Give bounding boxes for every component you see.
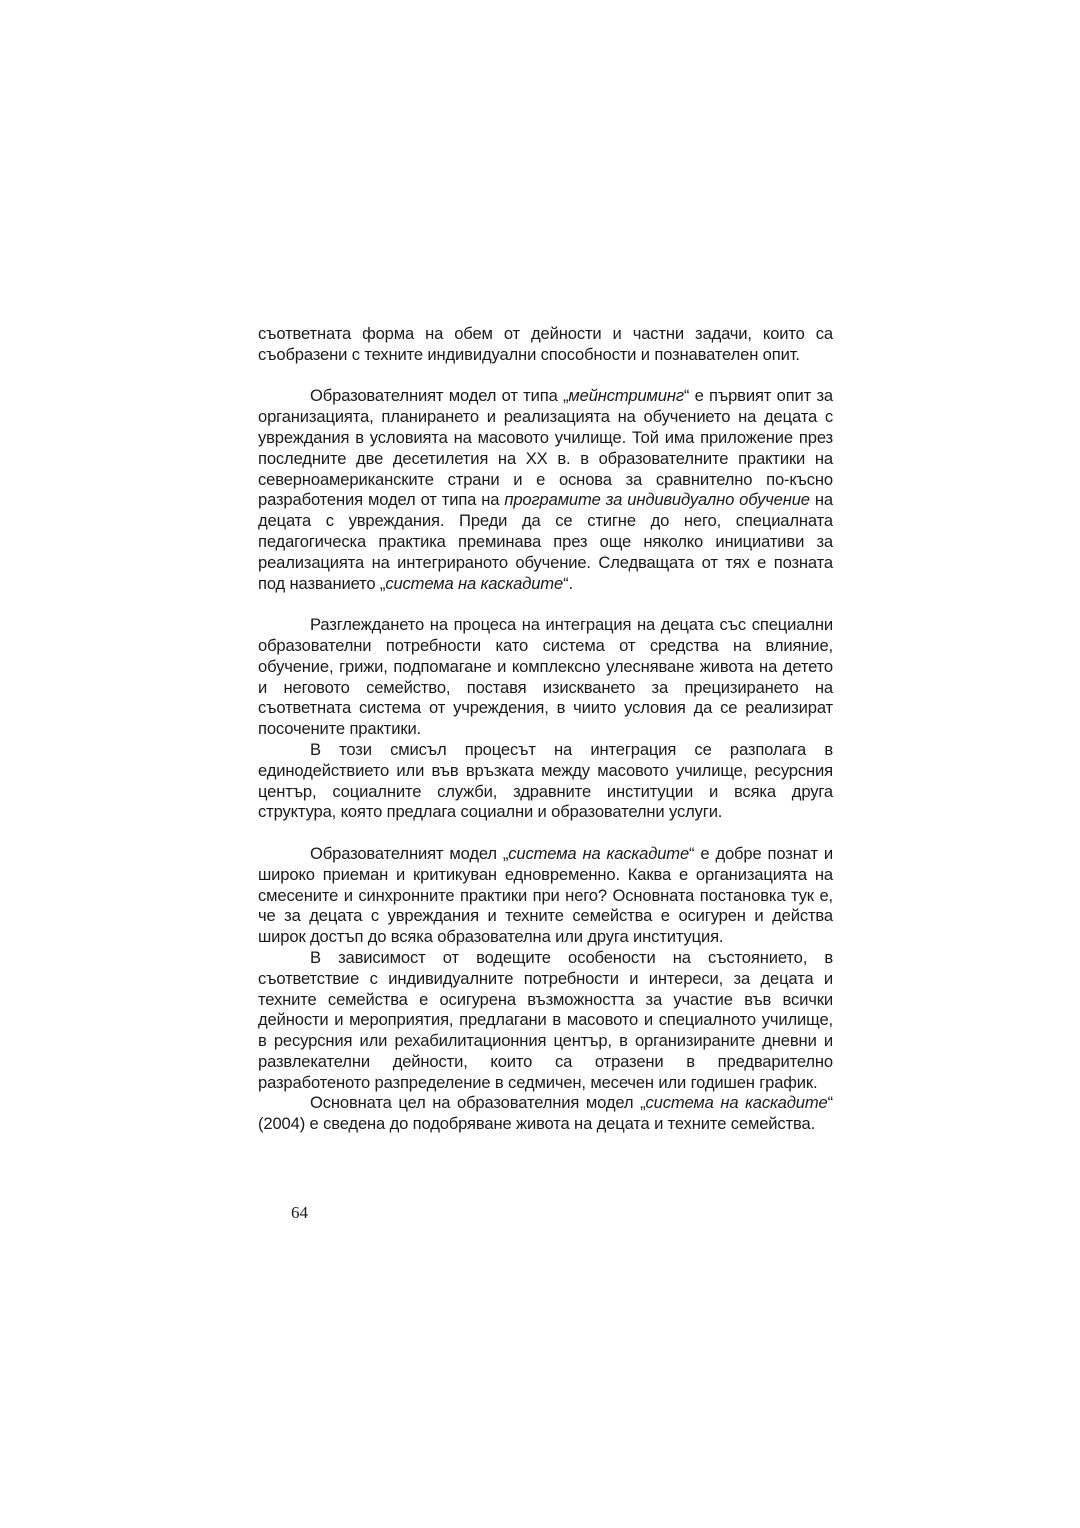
text-run: Образователният модел „ — [310, 843, 509, 863]
italic-term: система на каскадите — [508, 843, 690, 863]
text-run: В зависимост от водещите особености на състоянието, в съответствие с индивидуалните потребности и интереси, за децата и техните семейства е осигурена възможността за участие във всички дейности и мероприятия, предлагани в масовото и специалното училище, в ресурсния или рехабилитационния център, в организираните дневни и развлекателни дейности, които са отразени в предварително разработеното разпределение в седмичен, месечен или годишен график. — [258, 947, 833, 1092]
body-text — [258, 324, 833, 1135]
text-run: “ е добре познат и широко приеман и критикуван едновременно. Каква е организацията на смесените и синхронните практики при него? Основната постановка тук е, че за децата с увреждания и техните семейства е осигурен и действа широк достъп до всяка образователна или друга институция. — [258, 843, 834, 947]
text-run: “ е първият опит за организацията, планирането и реализацията на обучението на децата с увреждания в условията на масовото училище. Той има приложение през последните две десетилетия на XX в. в образователните практики на северноамериканските страни и е основа за сравнително по-късно разработения модел от типа на — [258, 386, 833, 510]
text-run: “ (2004) е сведена до подобряване живота на децата и техните семейства. — [258, 1093, 833, 1134]
italic-term: мейнстриминг — [568, 386, 684, 406]
paragraph — [258, 740, 833, 823]
italic-term: система на каскадите — [645, 1093, 828, 1113]
text-run: В този смисъл процесът на интеграция се разполага в единодействието или във връзката между масовото училище, ресурсния център, социалните служби, здравните институции и всяка друга структура, която предлага социални и образователни услуги. — [258, 739, 833, 822]
paragraph — [258, 615, 833, 740]
text-run: съответната форма на обем от дейности и частни задачи, които са съобразени с техните индивидуални способности и познавателен опит. — [258, 324, 833, 364]
italic-term: програмите за индивидуално обучение — [504, 490, 810, 510]
text-run: на децата с увреждания. Преди да се стигне до него, специалната педагогическа практика преминава през още няколко инициативи за реализацията на интегрираното обучение. Следващата от тях е позната под названието „ — [258, 490, 833, 593]
text-run: Основната цел на образователния модел „ — [310, 1093, 646, 1113]
text-run: Образователният модел от типа „ — [310, 386, 569, 406]
paragraph — [258, 324, 833, 366]
text-run: Разглеждането на процеса на интеграция на децата със специални образователни потребности като система от средства на влияние, обучение, грижи, подпомагане и комплексно улесняване живота на детето и неговото семейство, поставя изискването за прецизирането на съответната система от учреждения, в чиито условия да се реализират посочените практики. — [258, 615, 833, 739]
italic-term: система на каскадите — [385, 573, 564, 593]
paragraph — [258, 844, 833, 948]
paragraph — [258, 386, 833, 594]
paragraph — [258, 1093, 833, 1135]
page-number: 64 — [291, 1203, 308, 1222]
text-run: “. — [563, 573, 573, 593]
paragraph — [258, 948, 833, 1094]
